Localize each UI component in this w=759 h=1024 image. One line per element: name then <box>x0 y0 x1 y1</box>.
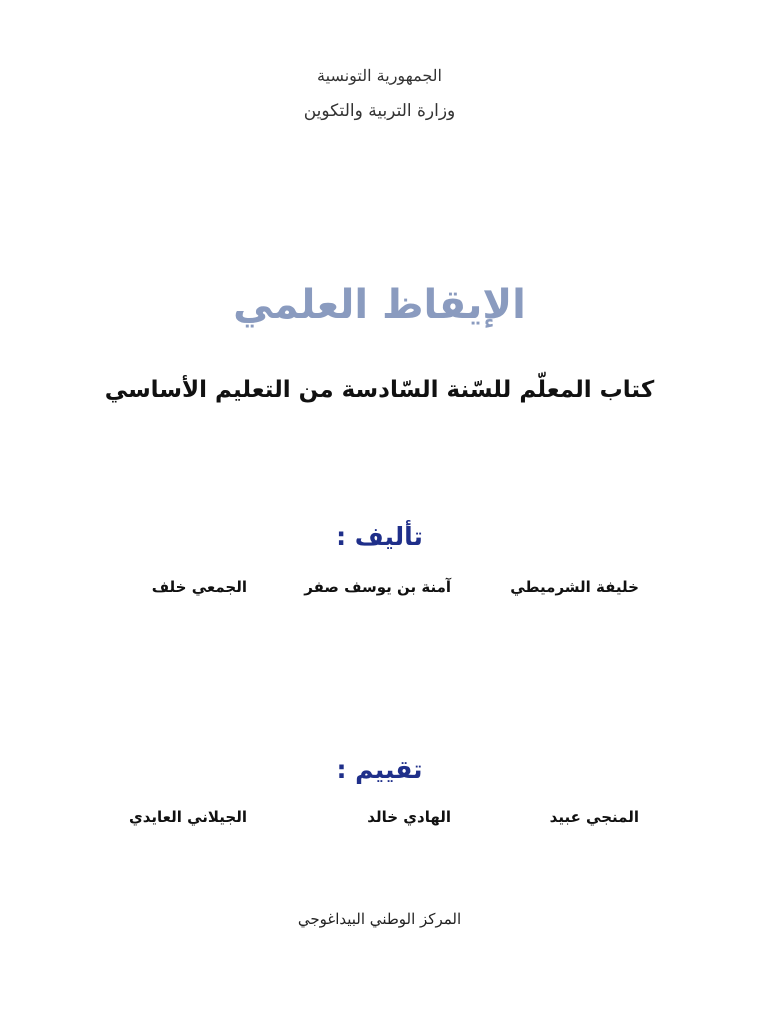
author-name: خليفة الشرميطي <box>510 578 639 596</box>
authors-heading: تأليف : <box>336 522 423 551</box>
reviewer-name: المنجي عبيد <box>549 808 639 826</box>
author-name: الجمعي خلف <box>151 578 247 596</box>
country-name: الجمهورية التونسية <box>317 66 442 85</box>
book-subtitle: كتاب المعلّم للسّنة السّادسة من التعليم الأساسي <box>104 377 655 403</box>
ministry-name: وزارة التربية والتكوين <box>303 101 456 121</box>
authors-list <box>0 578 759 608</box>
reviewers-list <box>0 808 759 838</box>
publisher-name: المركز الوطني البيداغوجي <box>297 910 462 928</box>
author-name: آمنة بن يوسف صفر <box>304 578 451 596</box>
book-title: الإيقاظ العلمي <box>233 282 526 328</box>
reviewers-heading: تقييم : <box>336 755 423 784</box>
reviewer-name: الجيلاني العايدي <box>128 808 247 826</box>
reviewer-name: الهادي خالد <box>367 808 451 826</box>
